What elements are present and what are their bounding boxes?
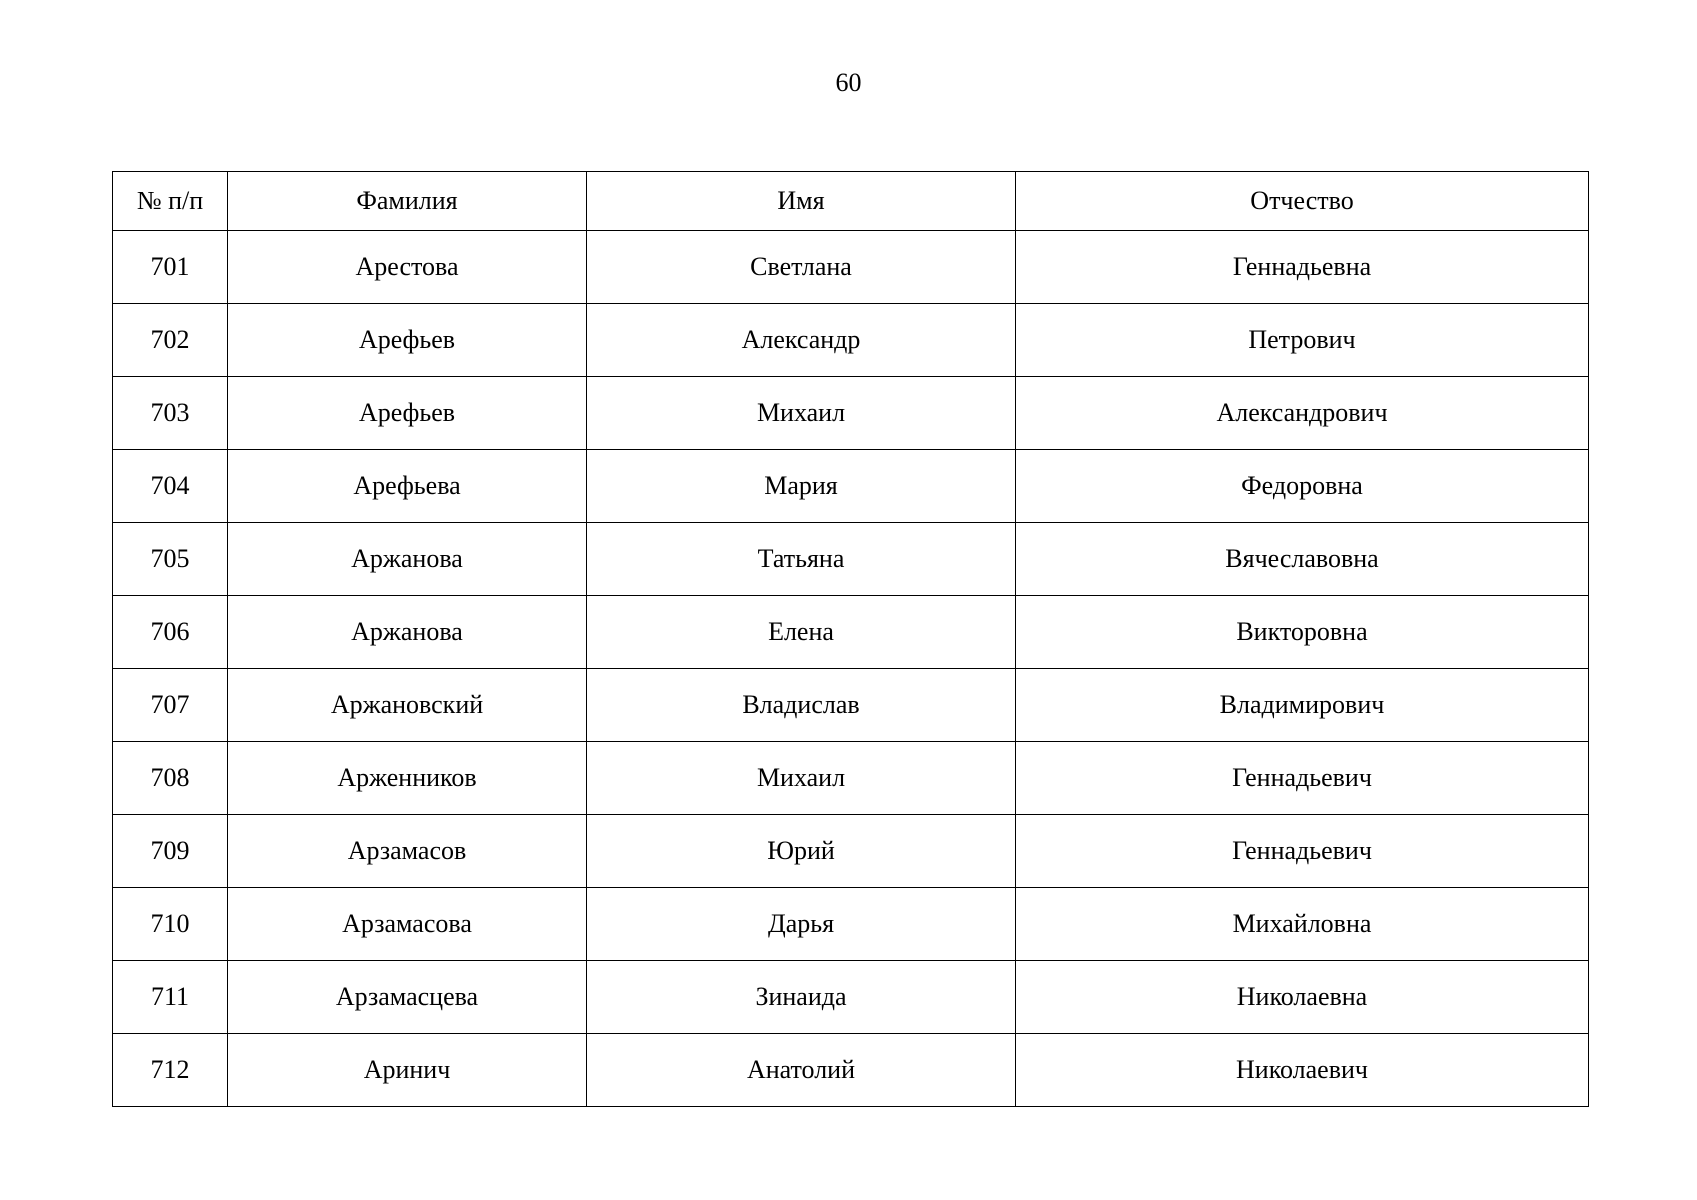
cell-first-name: Мария (587, 450, 1016, 523)
cell-last-name: Аржановский (228, 669, 587, 742)
cell-first-name: Елена (587, 596, 1016, 669)
table-row (113, 304, 1589, 377)
cell-first-name: Дарья (587, 888, 1016, 961)
cell-num: 706 (113, 596, 228, 669)
cell-patronymic: Вячеславовна (1016, 523, 1589, 596)
cell-num: 708 (113, 742, 228, 815)
cell-last-name: Арефьева (228, 450, 587, 523)
cell-first-name: Владислав (587, 669, 1016, 742)
table-row (113, 596, 1589, 669)
table-row (113, 377, 1589, 450)
cell-patronymic: Владимирович (1016, 669, 1589, 742)
page-number: 60 (835, 68, 862, 97)
header-last-name: Фамилия (228, 172, 587, 231)
cell-last-name: Арзамасова (228, 888, 587, 961)
header-row (113, 172, 1589, 231)
table-row (113, 669, 1589, 742)
cell-last-name: Арзамасцева (228, 961, 587, 1034)
cell-last-name: Арзамасов (228, 815, 587, 888)
table-row (113, 742, 1589, 815)
cell-last-name: Арженников (228, 742, 587, 815)
cell-patronymic: Геннадьевич (1016, 815, 1589, 888)
table-row (113, 231, 1589, 304)
cell-last-name: Аринич (228, 1034, 587, 1107)
table-header (113, 172, 1589, 231)
table-row (113, 961, 1589, 1034)
cell-patronymic: Викторовна (1016, 596, 1589, 669)
roster-table (112, 171, 1589, 1107)
table-row (113, 523, 1589, 596)
cell-last-name: Аржанова (228, 523, 587, 596)
table-row (113, 815, 1589, 888)
cell-patronymic: Николаевич (1016, 1034, 1589, 1107)
cell-patronymic: Геннадьевич (1016, 742, 1589, 815)
cell-num: 711 (113, 961, 228, 1034)
cell-patronymic: Федоровна (1016, 450, 1589, 523)
cell-num: 705 (113, 523, 228, 596)
cell-num: 701 (113, 231, 228, 304)
header-first-name: Имя (587, 172, 1016, 231)
table-row (113, 1034, 1589, 1107)
cell-num: 704 (113, 450, 228, 523)
cell-first-name: Михаил (587, 377, 1016, 450)
cell-num: 709 (113, 815, 228, 888)
cell-first-name: Зинаида (587, 961, 1016, 1034)
table-row (113, 888, 1589, 961)
header-patronymic: Отчество (1016, 172, 1589, 231)
cell-patronymic: Петрович (1016, 304, 1589, 377)
cell-patronymic: Александрович (1016, 377, 1589, 450)
cell-num: 707 (113, 669, 228, 742)
cell-first-name: Юрий (587, 815, 1016, 888)
cell-last-name: Арефьев (228, 377, 587, 450)
cell-first-name: Александр (587, 304, 1016, 377)
cell-num: 702 (113, 304, 228, 377)
table-body (113, 231, 1589, 1107)
cell-last-name: Аржанова (228, 596, 587, 669)
cell-first-name: Татьяна (587, 523, 1016, 596)
cell-first-name: Михаил (587, 742, 1016, 815)
cell-first-name: Анатолий (587, 1034, 1016, 1107)
cell-patronymic: Михайловна (1016, 888, 1589, 961)
cell-last-name: Арефьев (228, 304, 587, 377)
cell-num: 703 (113, 377, 228, 450)
cell-num: 710 (113, 888, 228, 961)
cell-last-name: Арестова (228, 231, 587, 304)
header-num: № п/п (113, 172, 228, 231)
cell-num: 712 (113, 1034, 228, 1107)
cell-first-name: Светлана (587, 231, 1016, 304)
cell-patronymic: Николаевна (1016, 961, 1589, 1034)
table-row (113, 450, 1589, 523)
cell-patronymic: Геннадьевна (1016, 231, 1589, 304)
